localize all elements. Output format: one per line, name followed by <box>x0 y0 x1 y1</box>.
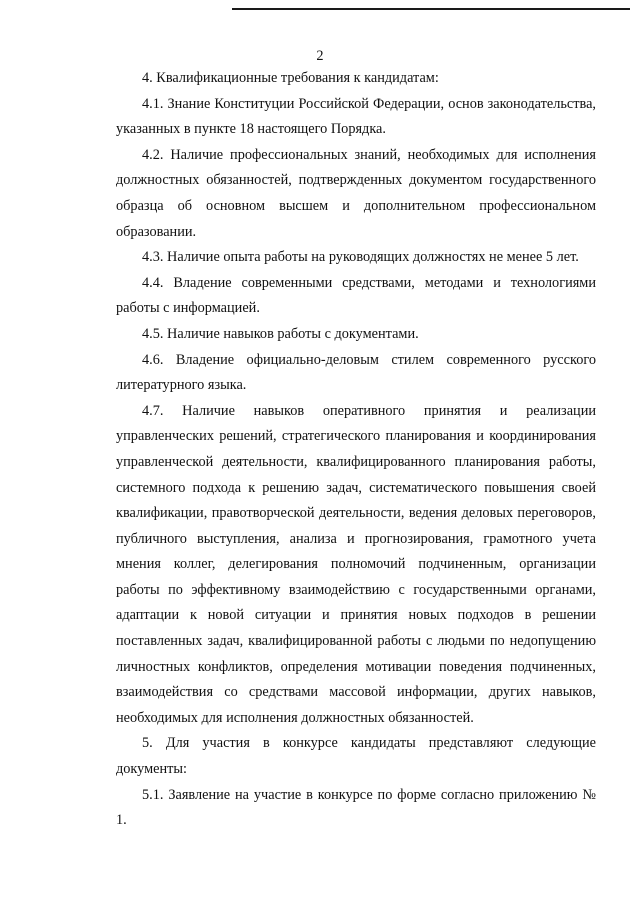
paragraph-4-2: 4.2. Наличие профессиональных знаний, необходимых для исполнения должностных обязанностей, подтвержденных документом государственного образца об основном высшем и дополнительном профессиональном образовании. <box>116 146 596 240</box>
paragraph-4-5: 4.5. Наличие навыков работы с документами. <box>142 325 419 342</box>
paragraph-5-1: 5.1. Заявление на участие в конкурсе по форме согласно приложению № 1. <box>116 786 596 829</box>
paragraph-4-7: 4.7. Наличие навыков оперативного принятия и реализации управленческих решений, стратегического планирования и координирования управленческой деятельности, квалифицированного планирования работы, системного подхода к решению задач, систематического повышения своей квалификации, правотворческой деятельности, ведения деловых переговоров, публичного выступления, анализа и прогнозирования, грамотного учета мнения коллег, делегирования полномочий подчиненным, организации работы по эффективному взаимодействию с государственными органами, адаптации к новой ситуации и принятия новых подходов в решении поставленных задач, квалифицированной работы с людьми по недопущению личностных конфликтов, определения мотивации поведения подчиненных, взаимодействия со средствами массовой информации, других навыков, необходимых для исполнения должностных обязанностей. <box>116 402 596 726</box>
paragraph-4-6: 4.6. Владение официально-деловым стилем современного русского литературного языка. <box>116 351 596 394</box>
paragraph-4-1: 4.1. Знание Конституции Российской Федерации, основ законодательства, указанных в пункте 18 настоящего Порядка. <box>116 95 596 138</box>
paragraph-5: 5. Для участия в конкурсе кандидаты представляют следующие документы: <box>116 735 596 778</box>
document-body <box>116 66 596 834</box>
paragraph-4-3: 4.3. Наличие опыта работы на руководящих должностях не менее 5 лет. <box>142 249 579 266</box>
page-number: 2 <box>316 48 324 64</box>
paragraph-4-4: 4.4. Владение современными средствами, методами и технологиями работы с информацией. <box>116 274 596 317</box>
top-rule <box>232 8 630 10</box>
paragraph-4: 4. Квалификационные требования к кандидатам: <box>142 70 439 86</box>
